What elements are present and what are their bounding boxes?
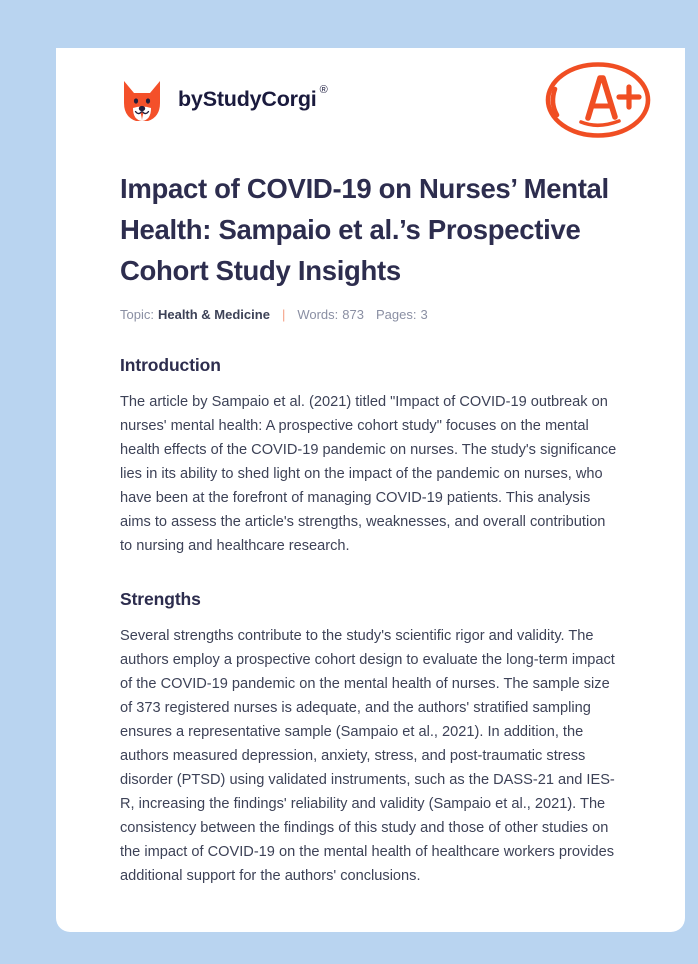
document-card bbox=[56, 48, 685, 932]
site-header bbox=[56, 48, 685, 152]
words-label: Words: bbox=[297, 307, 339, 322]
section-heading-introduction: Introduction bbox=[120, 354, 221, 375]
topic-value[interactable]: Health & Medicine bbox=[157, 307, 270, 322]
registered-trademark-icon: ® bbox=[319, 84, 328, 97]
article-body bbox=[56, 168, 685, 888]
a-plus-grade-badge-icon bbox=[543, 59, 653, 141]
brand-wordmark bbox=[178, 84, 328, 112]
page-title: Impact of COVID-19 on Nurses’ Mental Health: Sampaio et al.’s Prospective Cohort Study Insights bbox=[120, 173, 609, 286]
words-value: 873 bbox=[342, 307, 364, 322]
pages-label: Pages: bbox=[375, 307, 417, 322]
corgi-face-icon bbox=[120, 77, 164, 123]
section-paragraph-strengths: Several strengths contribute to the study's scientific rigor and validity. The authors employ a prospective cohort design to evaluate the long-term impact of the COVID-19 pandemic on the mental health of nurses. The sample size of 373 registered nurses is adequate, and the authors' stratified sampling ensures a representative sample (Sampaio et al., 2021). In addition, the authors measured depression, anxiety, stress, and post-traumatic stress disorder (PTSD) using validated instruments, such as the DASS-21 and IES-R, increasing the findings' reliability and validity (Sampaio et al., 2021). The consistency between the findings of this study and those of other studies on the impact of COVID-19 on the mental health of healthcare workers provides additional support for the authors' conclusions. bbox=[120, 627, 615, 884]
meta-separator: | bbox=[281, 307, 286, 322]
pages-value: 3 bbox=[420, 307, 428, 322]
article-metadata bbox=[120, 307, 621, 324]
section-paragraph-introduction: The article by Sampaio et al. (2021) titled "Impact of COVID-19 outbreak on nurses' mental health: A prospective cohort study" focuses on the mental health effects of the COVID-19 pandemic on nurses. The study's significance lies in its ability to shed light on the impact of the pandemic on nurses, who have been at the forefront of managing COVID-19 patients. This analysis aims to assess the article's strengths, weaknesses, and overall contribution to nursing and healthcare research. bbox=[120, 393, 617, 554]
brand-name: StudyCorgi bbox=[202, 87, 317, 112]
brand-logo-group[interactable] bbox=[120, 77, 327, 123]
brand-prefix: by bbox=[178, 87, 203, 112]
topic-label: Topic: bbox=[120, 307, 154, 322]
section-heading-strengths: Strengths bbox=[120, 588, 201, 609]
